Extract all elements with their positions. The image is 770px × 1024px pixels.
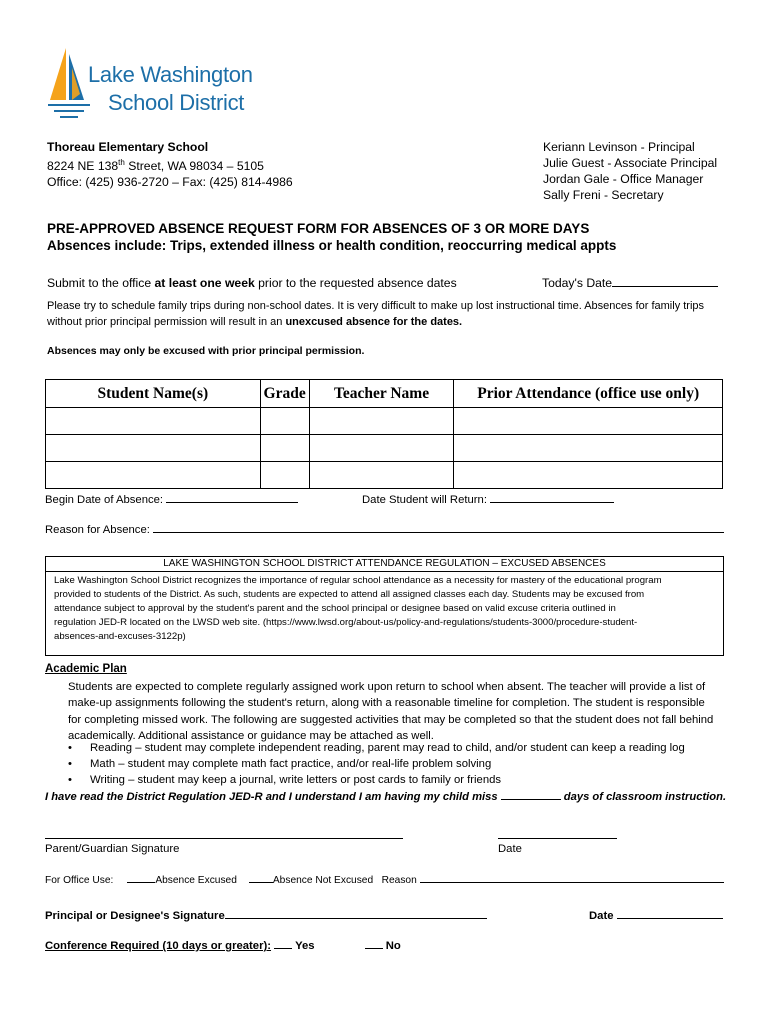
table-row	[46, 408, 723, 435]
student-name-cell[interactable]	[46, 435, 261, 462]
teacher-cell[interactable]	[309, 435, 454, 462]
reason-field[interactable]: Reason for Absence:	[45, 524, 724, 536]
form-subtitle: Absences include: Trips, extended illness or health condition, reoccurring medical appts	[47, 238, 617, 253]
col-grade: Grade	[260, 380, 309, 408]
conference-row: Conference Required (10 days or greater): Yes No	[45, 940, 401, 952]
table-row	[46, 435, 723, 462]
staff-list	[543, 139, 717, 203]
attendance-cell[interactable]	[454, 462, 723, 489]
col-prior-attendance: Prior Attendance (office use only)	[454, 380, 723, 408]
grade-cell[interactable]	[260, 462, 309, 489]
days-missed-field[interactable]	[501, 799, 561, 800]
conference-no-field[interactable]	[365, 948, 383, 949]
teacher-cell[interactable]	[309, 408, 454, 435]
conference-label: Conference Required (10 days or greater):	[45, 940, 272, 952]
school-name: Thoreau Elementary School	[47, 140, 209, 154]
begin-date-field[interactable]: Begin Date of Absence:	[45, 494, 298, 506]
student-table	[45, 379, 723, 489]
list-item: • Math – student may complete math fact practice, and/or real-life problem solving	[68, 758, 492, 770]
school-address: 8224 NE 138th Street, WA 98034 – 5105	[47, 158, 264, 174]
return-date-field[interactable]: Date Student will Return:	[362, 494, 614, 506]
regulation-box	[45, 556, 724, 656]
table-header-row	[46, 380, 723, 408]
staff-associate-principal: Julie Guest - Associate Principal	[543, 156, 718, 170]
list-item: • Writing – student may keep a journal, write letters or post cards to family or friends	[68, 774, 502, 786]
principal-signature-field[interactable]: Principal or Designee's Signature	[45, 910, 487, 922]
col-teacher-name: Teacher Name	[309, 380, 454, 408]
todays-date-field[interactable]: Today's Date	[542, 276, 718, 290]
academic-plan-heading: Academic Plan	[45, 663, 127, 675]
attendance-cell[interactable]	[454, 408, 723, 435]
school-info	[47, 139, 293, 190]
principal-date-field[interactable]: Date	[589, 910, 723, 922]
regulation-heading: LAKE WASHINGTON SCHOOL DISTRICT ATTENDANCE REGULATION – EXCUSED ABSENCES	[46, 557, 723, 572]
conference-yes-field[interactable]	[274, 948, 292, 949]
teacher-cell[interactable]	[309, 462, 454, 489]
table-row	[46, 462, 723, 489]
parent-date-line[interactable]	[498, 838, 617, 839]
submit-instruction: Submit to the office at least one week prior to the requested absence dates	[47, 276, 457, 290]
trip-policy-paragraph: Please try to schedule family trips during non-school dates. It is very difficult to make up lost instructional time. Absences for family trips without prior principal permission will result in an unexcused absence for the dates.	[47, 300, 705, 328]
grade-cell[interactable]	[260, 408, 309, 435]
form-title: PRE-APPROVED ABSENCE REQUEST FORM FOR ABSENCES OF 3 OR MORE DAYS	[47, 221, 590, 236]
parent-date-label: Date	[498, 843, 522, 855]
attendance-cell[interactable]	[454, 435, 723, 462]
grade-cell[interactable]	[260, 435, 309, 462]
excuse-note: Absences may only be excused with prior principal permission.	[47, 345, 365, 357]
student-name-cell[interactable]	[46, 408, 261, 435]
staff-secretary: Sally Freni - Secretary	[543, 188, 664, 202]
col-student-names: Student Name(s)	[46, 380, 261, 408]
staff-office-manager: Jordan Gale - Office Manager	[543, 172, 704, 186]
academic-plan-text: Students are expected to complete regularly assigned work upon return to school when absent. The teacher will provide a list of make-up assignments following the student's return, along with a reasonable timeline for completion. The student is responsible for completing missed work. The following are suggested activities that may be completed so that the student does not fall behind academically. Additional assistance or guidance may be attached as well.	[68, 681, 714, 742]
excused-field[interactable]	[127, 882, 155, 883]
student-name-cell[interactable]	[46, 462, 261, 489]
logo-line2: School District	[108, 90, 245, 115]
regulation-body: Lake Washington School District recognizes the importance of regular school attendance as a necessity for mastery of the educational program provided to students of the District. As such, students are expected to attend all assigned classes each day. Students may be excused from attendance subject to approval by the student's parent and the school principal or designee based on valid excuse criteria outlined in regulation JED-R located on the LWSD web site. (https://www.lwsd.org/about-us/policy-and-regulations/students-3000/procedure-student- absences-and-excuses-3122p)	[54, 575, 662, 642]
district-logo-icon	[44, 44, 94, 122]
school-phone: Office: (425) 936-2720 – Fax: (425) 814-4986	[47, 175, 293, 190]
office-reason-field[interactable]	[420, 882, 724, 883]
parent-signature-label: Parent/Guardian Signature	[45, 843, 180, 855]
list-item: • Reading – student may complete independent reading, parent may read to child, and/or student can keep a reading log	[68, 742, 685, 754]
acknowledgement: I have read the District Regulation JED-R and I understand I am having my child miss days of classroom instruction.	[45, 791, 727, 803]
logo-line1: Lake Washington	[88, 62, 253, 87]
not-excused-field[interactable]	[249, 882, 273, 883]
parent-signature-line[interactable]	[45, 838, 403, 839]
office-use-row: For Office Use: Absence Excused Absence Not Excused Reason	[45, 875, 724, 886]
staff-principal: Keriann Levinson - Principal	[543, 140, 695, 154]
